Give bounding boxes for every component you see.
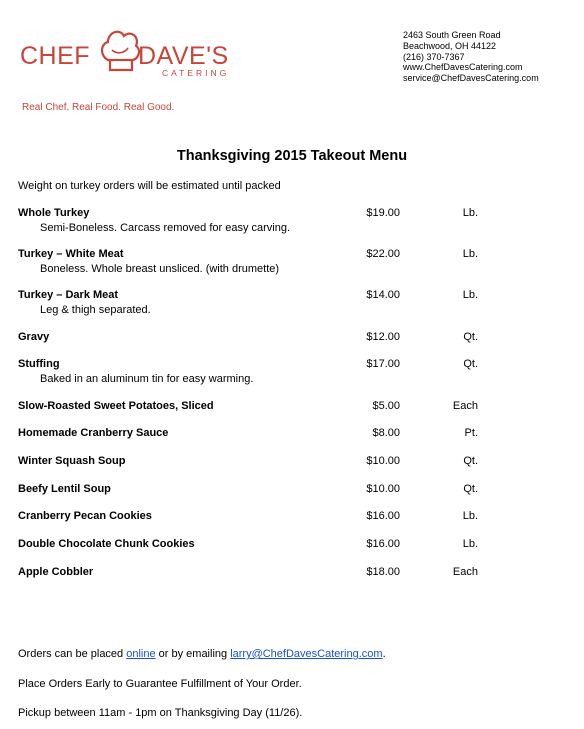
online-link[interactable]: online <box>126 648 156 660</box>
menu-item-name: Beefy Lentil Soup <box>18 483 111 495</box>
order-info-line <box>18 648 386 660</box>
menu-item-name: Slow-Roasted Sweet Potatoes, Sliced <box>18 400 214 412</box>
menu-item <box>18 538 568 552</box>
menu-item-name: Stuffing <box>18 358 60 370</box>
menu-item-unit: Lb. <box>462 538 478 550</box>
menu-item <box>18 331 568 345</box>
menu-item-unit: Lb. <box>462 510 478 522</box>
menu-item-price: $16.00 <box>366 538 400 550</box>
menu-item-price: $8.00 <box>372 427 400 439</box>
menu-item-row <box>18 510 568 524</box>
menu-item-price: $22.00 <box>366 248 400 260</box>
menu-item-unit: Qt. <box>463 358 478 370</box>
menu-item-unit: Lb. <box>462 207 478 219</box>
order-info-prefix: Orders can be placed <box>18 648 127 660</box>
menu-item-unit: Qt. <box>463 455 478 467</box>
menu-item <box>18 566 568 580</box>
menu-item-name: Gravy <box>18 331 50 343</box>
menu-item <box>18 358 568 386</box>
menu-item-row <box>18 248 568 262</box>
menu-item <box>18 427 568 441</box>
menu-item-unit: Lb. <box>462 248 478 260</box>
menu-item <box>18 248 568 276</box>
menu-item-row <box>18 427 568 441</box>
menu-item <box>18 207 568 235</box>
menu-item-name: Turkey – White Meat <box>18 248 124 260</box>
menu-item-name: Double Chocolate Chunk Cookies <box>18 538 195 550</box>
menu-item-row <box>18 566 568 580</box>
menu-item-description: Baked in an aluminum tin for easy warming. <box>40 373 254 385</box>
order-info-middle: or by emailing <box>155 648 231 660</box>
menu-item-price: $16.00 <box>366 510 400 522</box>
menu-item-unit: Qt. <box>463 483 478 495</box>
menu-item-unit: Lb. <box>462 289 478 301</box>
logo-word-left: CHEF <box>20 42 91 70</box>
menu-item-description: Boneless. Whole breast unsliced. (with drumette) <box>40 263 280 275</box>
weight-note: Weight on turkey orders will be estimated until packed <box>18 180 281 192</box>
menu-item-row <box>18 207 568 221</box>
menu-item-row <box>18 483 568 497</box>
address-email: service@ChefDavesCatering.com <box>403 73 539 84</box>
menu-item-name: Homemade Cranberry Sauce <box>18 427 169 439</box>
menu-item-unit: Each <box>452 400 478 412</box>
menu-item-row <box>18 331 568 345</box>
menu-item-row <box>18 455 568 469</box>
menu-item <box>18 483 568 497</box>
chef-hat-icon <box>98 26 142 76</box>
logo-subtitle: CATERING <box>162 68 230 78</box>
pickup-note: Pickup between 11am - 1pm on Thanksgiving Day (11/26). <box>18 707 303 719</box>
menu-item-name: Cranberry Pecan Cookies <box>18 510 152 522</box>
menu-item-row <box>18 358 568 372</box>
logo-word-right: DAVE'S <box>138 42 229 70</box>
menu-item-price: $17.00 <box>366 358 400 370</box>
menu-item-price: $10.00 <box>366 483 400 495</box>
menu-item <box>18 400 568 414</box>
order-early-note: Place Orders Early to Guarantee Fulfillment of Your Order. <box>18 678 302 690</box>
menu-item-name: Winter Squash Soup <box>18 455 126 467</box>
email-link[interactable]: larry@ChefDavesCatering.com <box>230 648 383 660</box>
menu-item-unit: Pt. <box>464 427 478 439</box>
menu-item-description: Leg & thigh separated. <box>40 304 151 316</box>
order-info-suffix: . <box>382 648 386 660</box>
page-title: Thanksgiving 2015 Takeout Menu <box>176 148 408 164</box>
logo <box>14 22 244 113</box>
menu-item-name: Turkey – Dark Meat <box>18 289 119 301</box>
menu-item-price: $14.00 <box>366 289 400 301</box>
address-street: 2463 South Green Road <box>403 30 501 40</box>
menu-item-price: $18.00 <box>366 566 400 578</box>
menu-item-row <box>18 538 568 552</box>
menu-item-description: Semi-Boneless. Carcass removed for easy carving. <box>40 222 291 234</box>
address-block <box>403 30 539 84</box>
menu-item <box>18 289 568 317</box>
menu-item-price: $19.00 <box>366 207 400 219</box>
menu-item-price: $5.00 <box>372 400 400 412</box>
menu-item-price: $12.00 <box>366 331 400 343</box>
address-phone: (216) 370-7367 <box>403 51 465 62</box>
menu-item-name: Apple Cobbler <box>18 566 94 578</box>
logo-tagline: Real Chef. Real Food. Real Good. <box>22 102 175 113</box>
menu-item <box>18 455 568 469</box>
menu-item-price: $10.00 <box>366 455 400 467</box>
menu-item-name: Whole Turkey <box>18 207 90 219</box>
menu-item-unit: Each <box>452 566 478 578</box>
menu-item-row <box>18 400 568 414</box>
address-website: www.ChefDavesCatering.com <box>403 62 523 73</box>
menu-item-unit: Qt. <box>463 331 478 343</box>
menu-item-row <box>18 289 568 303</box>
menu-item <box>18 510 568 524</box>
address-city: Beachwood, OH 44122 <box>403 40 497 51</box>
